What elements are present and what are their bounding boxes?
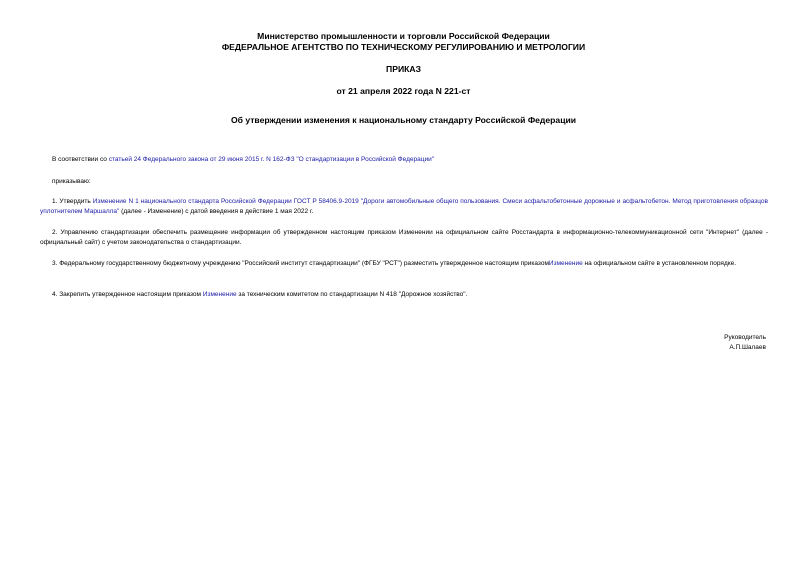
item-3-lead: 3. Федеральному государственному бюджетному учреждению "Российский институт стандартизации" (ФГБУ "РСТ") разместить утвержденное настоящим приказом	[52, 260, 549, 267]
document-title: Об утверждении изменения к национальному стандарту Российской Федерации	[230, 115, 577, 125]
item-4-tail: за техническим комитетом по стандартизации N 418 "Дорожное хозяйство".	[236, 291, 468, 298]
item-1-tail: (далее - Изменение) с датой введения в действие 1 мая 2022 г.	[119, 208, 314, 216]
basis-lead: В соответствии со	[52, 156, 109, 163]
item-1-lead: 1. Утвердить	[52, 198, 93, 205]
signature-position: Руководитель	[724, 334, 766, 341]
law-article-link[interactable]: статьей 24 Федерального закона от 29 июня 2015 г. N 162-ФЗ "О стандартизации в Российской Федерации"	[108, 156, 435, 163]
item-4-paragraph	[40, 290, 768, 300]
order-word: приказываю:	[52, 178, 91, 185]
amendment-link-item-3[interactable]: Изменение	[548, 260, 583, 267]
amendment-standard-link[interactable]: Изменение N 1 национального стандарта Российской Федерации ГОСТ Р 58406.9-2019 "Дороги автомобильные общего пользования. Смеси асфальтобетонные дорожные и асфальтобетон. Метод приготовления образцов уплотнителем Маршалла"	[40, 198, 768, 216]
amendment-link-item-4[interactable]: Изменение	[202, 291, 237, 298]
item-4-lead: 4. Закрепить утвержденное настоящим приказом	[52, 291, 203, 298]
ministry-name: Министерство промышленности и торговли Российской Федерации	[257, 31, 550, 41]
signature-name: А.П.Шалаев	[729, 344, 766, 351]
item-3-paragraph	[40, 259, 768, 269]
agency-name: ФЕДЕРАЛЬНОЕ АГЕНТСТВО ПО ТЕХНИЧЕСКОМУ РЕГУЛИРОВАНИЮ И МЕТРОЛОГИИ	[221, 42, 586, 52]
document-date-number: от 21 апреля 2022 года N 221-ст	[336, 86, 471, 96]
item-3-tail: на официальном сайте в установленном порядке.	[582, 260, 737, 267]
document-type: ПРИКАЗ	[386, 64, 421, 74]
item-1-paragraph	[40, 197, 768, 218]
item-2-paragraph: 2. Управлению стандартизации обеспечить размещение информации об утвержденном настоящим приказом Изменении на официальном сайте Росстандарта в информационно-телекоммуникационной сети "Интернет" (далее - официальный сайт) с учетом законодательства о стандартизации.	[40, 229, 768, 247]
basis-paragraph	[40, 155, 768, 165]
